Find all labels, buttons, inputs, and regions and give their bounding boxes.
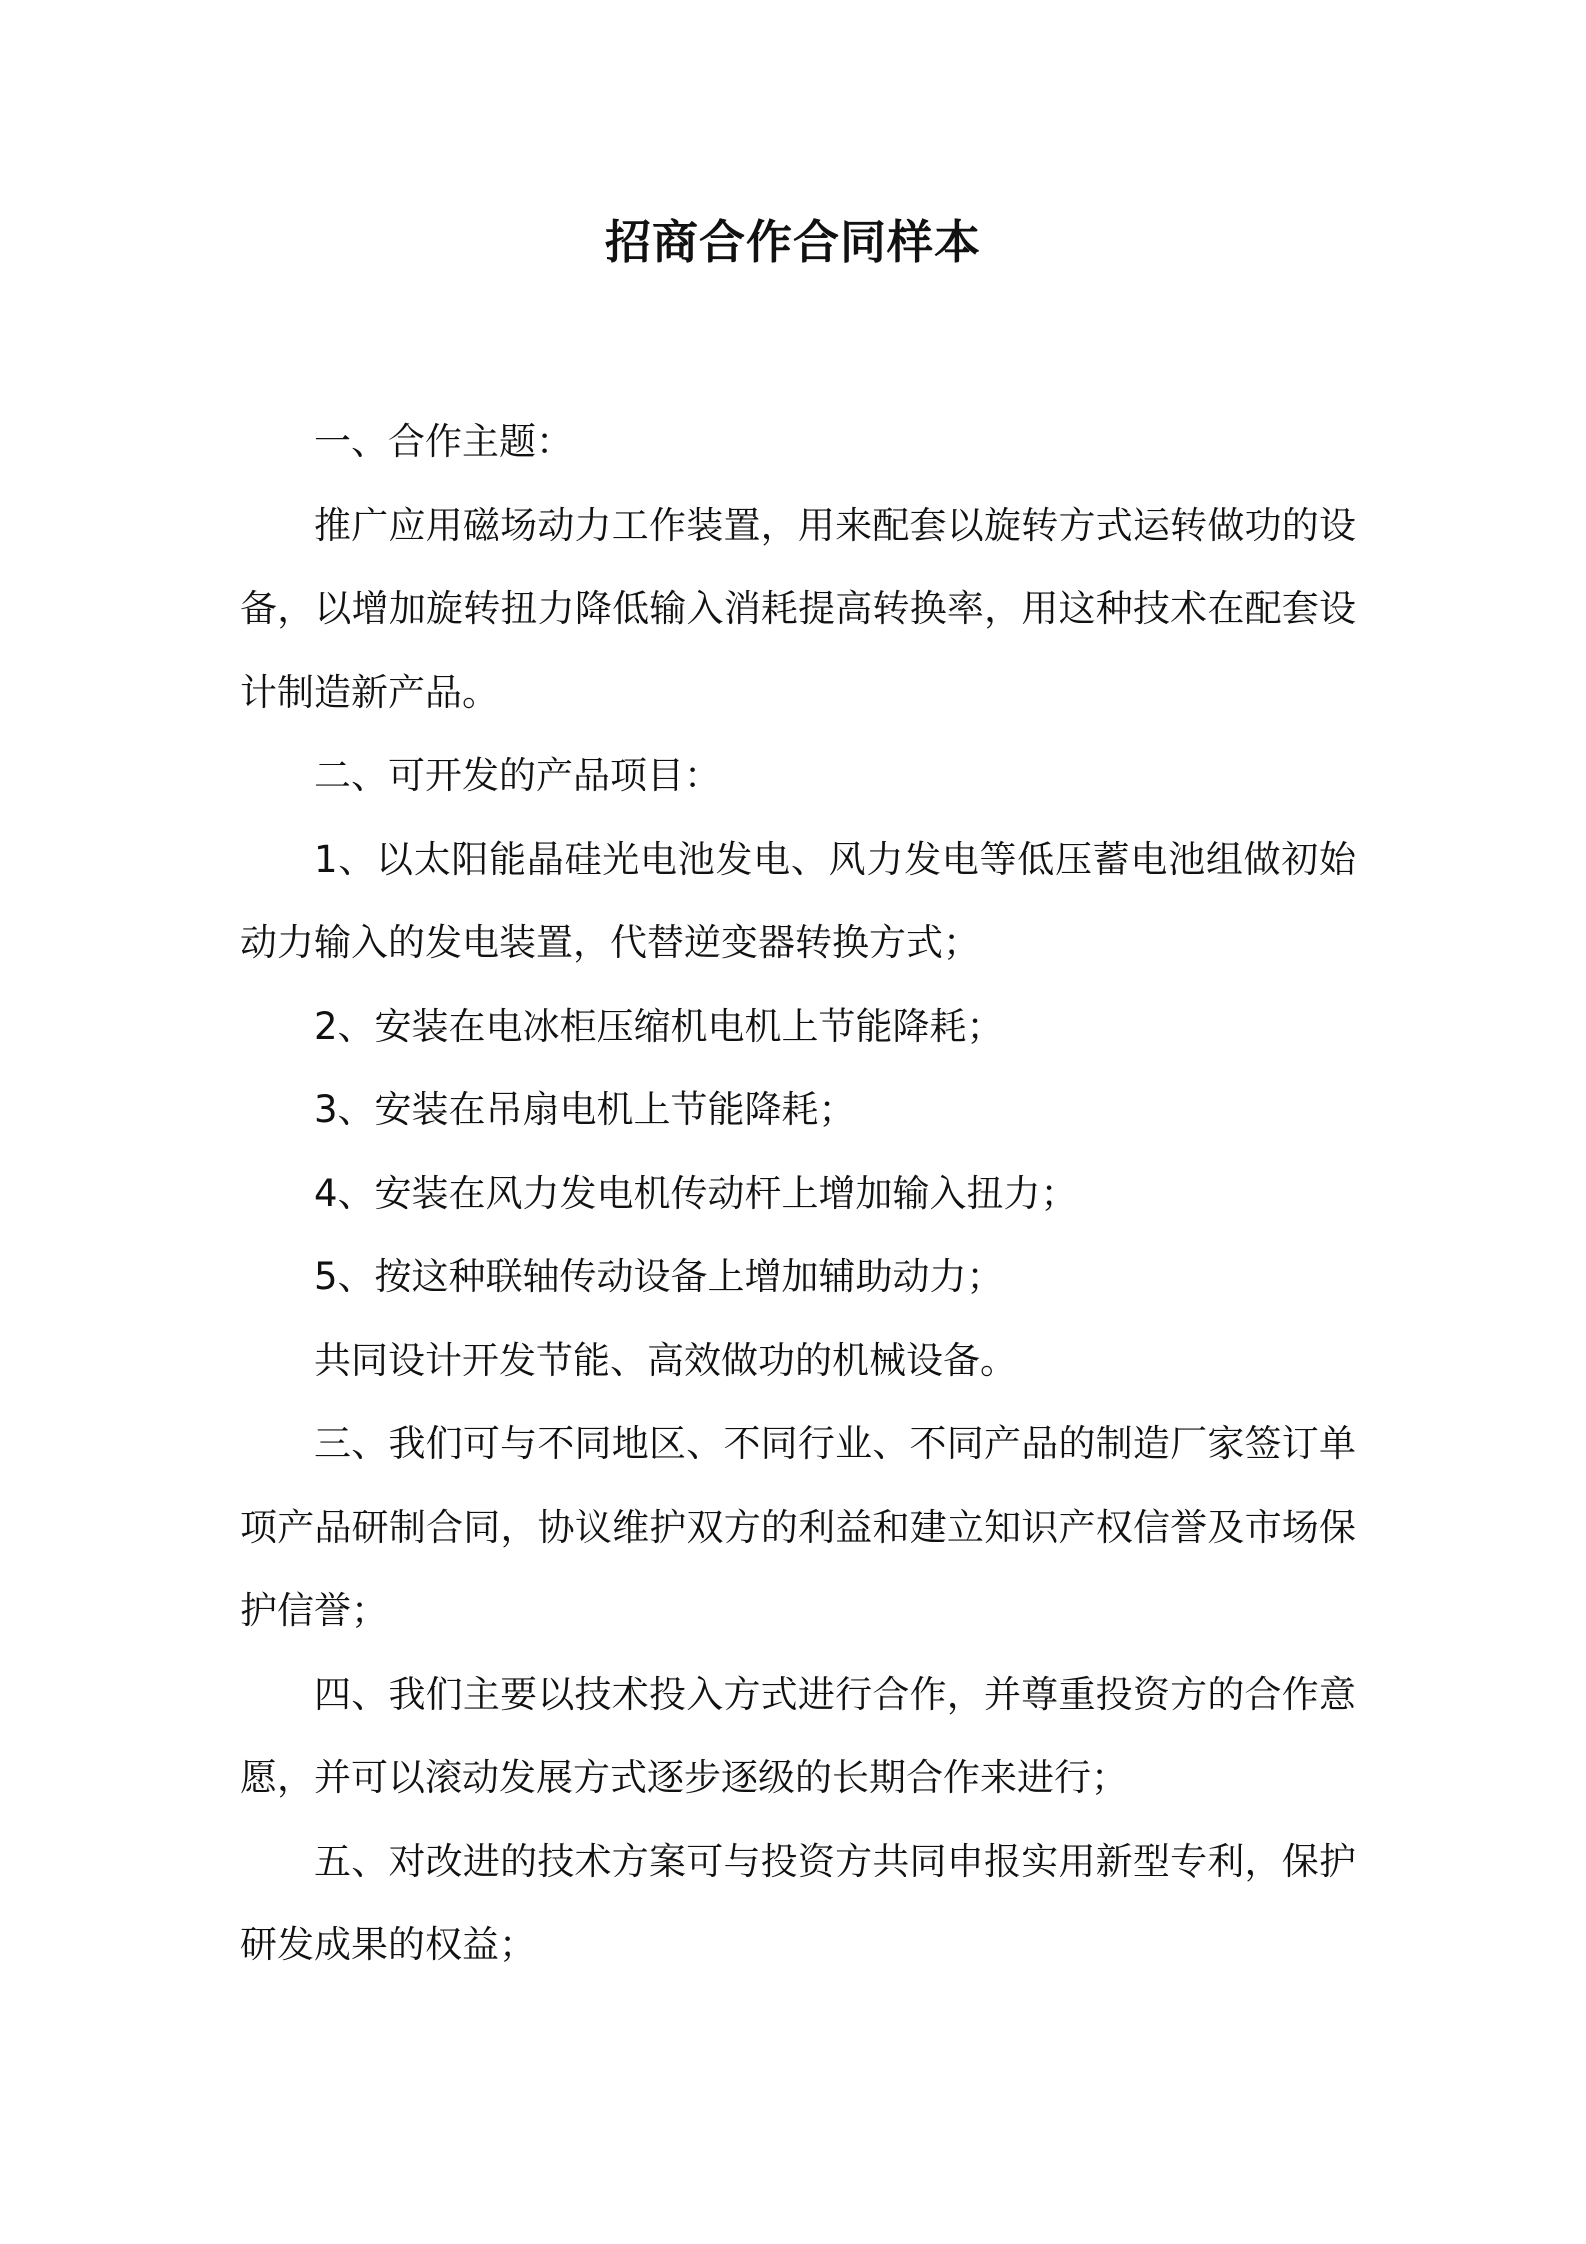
section-3: 三、我们可与不同地区、不同行业、不同产品的制造厂家签订单项产品研制合同，协议维护双方的利益和建立知识产权信誉及市场保护信誉；	[240, 1422, 1356, 1632]
list-item-1: 1、以太阳能晶硅光电池发电、风力发电等低压蓄电池组做初始动力输入的发电装置，代替逆变器转换方式；	[240, 837, 1356, 964]
list-item-4: 4、安装在风力发电机传动杆上增加输入扭力；	[314, 1171, 1078, 1215]
paragraph-cooperation-theme: 推广应用磁场动力工作装置，用来配套以旋转方式运转做功的设备，以增加旋转扭力降低输入消耗提高转换率，用这种技术在配套设计制造新产品。	[240, 503, 1356, 714]
section-4: 四、我们主要以技术投入方式进行合作，并尊重投资方的合作意愿，并可以滚动发展方式逐步逐级的长期合作来进行；	[240, 1672, 1356, 1799]
list-item-2: 2、安装在电冰柜压缩机电机上节能降耗；	[314, 1004, 1004, 1048]
section-heading-1: 一、合作主题：	[314, 420, 573, 463]
section-heading-2: 二、可开发的产品项目：	[314, 754, 721, 797]
document-title: 招商合作合同样本	[605, 215, 981, 269]
paragraph-joint-design: 共同设计开发节能、高效做功的机械设备。	[314, 1338, 1017, 1382]
list-item-5: 5、按这种联轴传动设备上增加辅助动力；	[314, 1255, 1004, 1298]
document-body	[240, 400, 1356, 1987]
list-item-3: 3、安装在吊扇电机上节能降耗；	[314, 1088, 856, 1131]
section-5: 五、对改进的技术方案可与投资方共同申报实用新型专利，保护研发成果的权益；	[240, 1839, 1356, 1966]
